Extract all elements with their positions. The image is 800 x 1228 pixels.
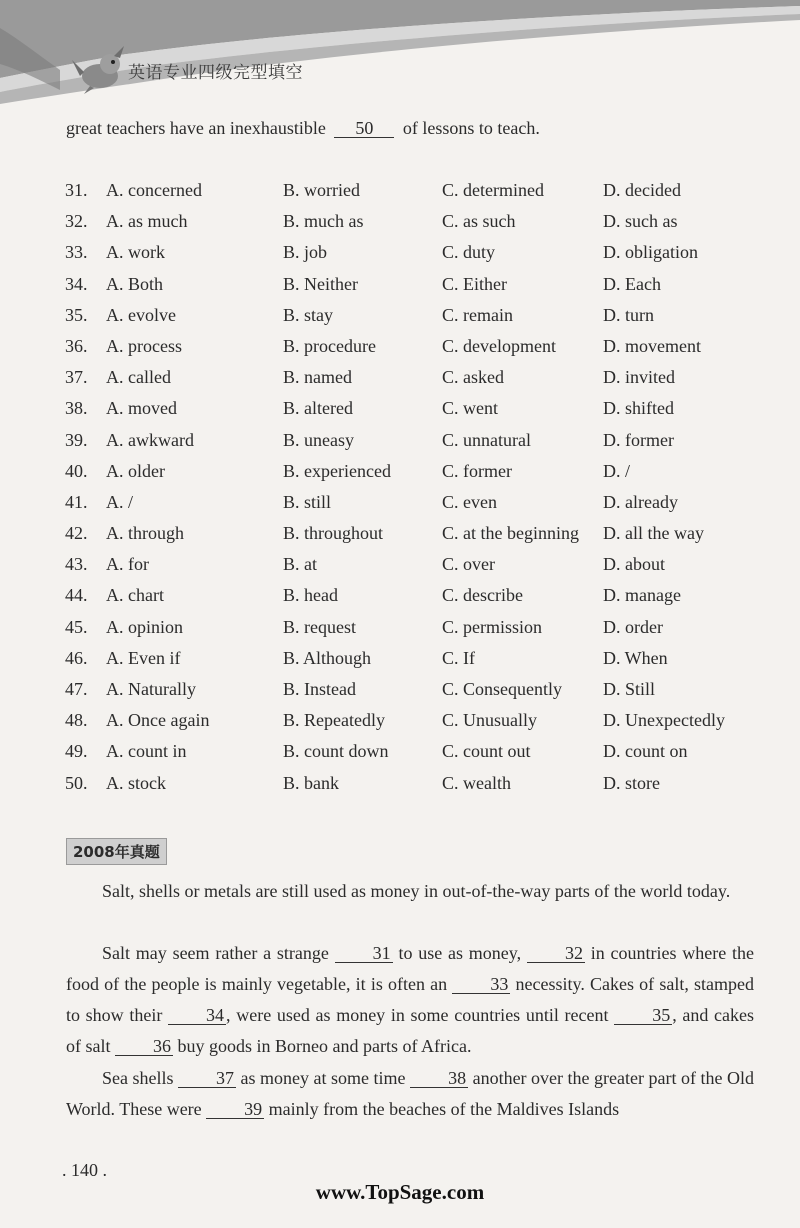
option-b: B. procedure [283,335,376,356]
blank-36: 36 [115,1037,173,1056]
option-a: A. as much [106,211,188,232]
question-number: 48. [65,710,88,731]
option-b: B. stay [283,304,334,325]
option-d: D. about [603,554,665,575]
question-number: 43. [65,554,88,575]
passage-paragraph-2 [66,938,754,1062]
question-number: 44. [65,585,88,606]
question-number: 42. [65,523,88,544]
option-row-40 [65,457,785,488]
blank-35: 35 [614,1006,672,1025]
option-b: B. count down [283,741,389,762]
option-row-37 [65,363,785,394]
option-b: B. worried [283,180,360,200]
option-d: D. decided [603,180,681,200]
option-d: D. invited [603,367,675,388]
option-d: D. shifted [603,398,674,419]
blank-50: 50 [334,119,394,138]
option-b: B. at [283,554,317,575]
option-c: C. development [442,335,556,356]
option-d: D. such as [603,211,678,232]
question-number: 41. [65,491,88,512]
option-c: C. former [442,460,512,481]
passage-text: in countries where the food of the people is mainly vegetable, it is often an [66,943,755,994]
option-b: B. much as [283,211,364,232]
page-header [0,0,800,110]
option-row-39 [65,426,785,457]
question-number: 45. [65,616,88,637]
passage-text: mainly from the beaches of the Maldives Islands [268,1099,620,1119]
question-number: 34. [65,273,88,294]
blank-34: 34 [168,1006,226,1025]
option-b: B. job [283,242,328,263]
option-b: B. experienced [283,460,391,481]
option-d: D. / [603,460,630,481]
option-c: C. went [442,398,498,419]
question-number: 35. [65,304,88,325]
option-row-34 [65,270,785,301]
passage-text: another over the greater part of the Old World. These were [66,1068,755,1119]
option-a: A. Even if [106,647,181,668]
option-c: C. duty [442,242,496,263]
option-a: A. stock [106,772,166,793]
option-d: D. Each [603,273,661,294]
option-d: D. Unexpectedly [603,710,725,731]
option-d: D. store [603,772,660,793]
passage-paragraph-3 [66,1063,754,1125]
option-c: C. describe [442,585,523,606]
option-row-48 [65,706,785,737]
option-b: B. Neither [283,273,358,294]
option-b: B. request [283,616,356,637]
option-a: A. process [106,335,182,356]
option-b: B. Although [283,647,372,668]
option-c: C. permission [442,616,543,637]
section-label: 2008年真题 [66,838,167,865]
option-d: D. count on [603,741,688,762]
option-a: A. / [106,491,133,512]
option-row-42 [65,519,785,550]
continuation-line [66,118,540,139]
option-a: A. Both [106,273,164,294]
question-number: 32. [65,211,88,232]
passage-text: buy goods in Borneo and parts of Africa. [177,1036,472,1056]
blank-33: 33 [452,975,510,994]
option-a: A. Naturally [106,679,196,699]
option-d: D. obligation [603,242,698,263]
passage-text: to use as money, [398,943,522,963]
option-c: C. even [442,491,497,512]
option-d: D. turn [603,304,654,325]
blank-39: 39 [206,1100,264,1119]
blank-31: 31 [335,944,393,963]
option-a: A. evolve [106,304,176,325]
option-c: C. unnatural [442,429,531,450]
option-d: D. When [603,647,668,668]
option-c: C. count out [442,741,531,762]
question-number: 39. [65,429,88,450]
blank-32: 32 [527,944,585,963]
header-title: 英语专业四级完型填空 [128,63,303,83]
continuation-text-before: great teachers have an inexhaustible [66,118,326,138]
option-a: A. through [106,523,184,544]
blank-38: 38 [410,1069,468,1088]
question-number: 36. [65,335,88,356]
question-number: 47. [65,679,88,699]
passage-text: as money at some time [240,1068,406,1088]
option-a: A. count in [106,741,187,762]
option-a: A. moved [106,398,177,419]
option-b: B. altered [283,398,353,419]
option-b: B. throughout [283,523,384,544]
option-d: D. former [603,429,674,450]
option-a: A. called [106,367,171,388]
passage-text: , and cakes of salt [66,1005,754,1056]
option-a: A. awkward [106,429,194,450]
option-a: A. opinion [106,616,184,637]
option-d: D. all the way [603,523,704,544]
question-number: 31. [65,180,88,200]
question-number: 49. [65,741,88,762]
option-d: D. already [603,491,678,512]
option-c: C. wealth [442,772,511,793]
option-c: C. as such [442,211,516,232]
option-row-35 [65,301,785,332]
option-row-32 [65,207,785,238]
option-row-38 [65,394,785,425]
option-b: B. uneasy [283,429,354,450]
option-a: A. for [106,554,149,575]
passage-text: Sea shells [102,1068,174,1088]
option-a: A. chart [106,585,164,606]
footer-url: www.TopSage.com [315,1180,485,1204]
question-number: 40. [65,460,88,481]
option-c: C. determined [442,180,544,200]
passage-text: Salt may seem rather a strange [102,943,329,963]
option-c: C. over [442,554,495,575]
option-c: C. Unusually [442,710,538,731]
option-b: B. head [283,585,338,606]
option-row-49 [65,737,785,768]
option-b: B. still [283,491,332,512]
option-row-31 [65,176,785,207]
option-c: C. Consequently [442,679,562,699]
option-row-41 [65,488,785,519]
option-c: C. at the beginning [442,523,579,544]
option-b: B. Instead [283,679,356,699]
question-number: 46. [65,647,88,668]
answer-options-list [65,176,785,800]
option-b: B. Repeatedly [283,710,385,731]
blank-37: 37 [178,1069,236,1088]
option-c: C. Either [442,273,507,294]
option-row-47 [65,675,785,706]
continuation-text-after: of lessons to teach. [402,118,540,138]
option-row-44 [65,581,785,612]
option-d: D. order [603,616,663,637]
option-a: A. Once again [106,710,210,731]
option-c: C. If [442,647,475,668]
question-number: 33. [65,242,88,263]
option-d: D. Still [603,679,656,699]
option-d: D. movement [603,335,701,356]
question-number: 37. [65,367,88,388]
option-row-45 [65,613,785,644]
option-row-36 [65,332,785,363]
option-a: A. work [106,242,165,263]
option-d: D. manage [603,585,681,606]
option-a: A. concerned [106,180,202,200]
question-number: 38. [65,398,88,419]
option-row-50 [65,769,785,800]
option-b: B. named [283,367,352,388]
option-row-43 [65,550,785,581]
option-row-46 [65,644,785,675]
option-b: B. bank [283,772,339,793]
option-a: A. older [106,460,165,481]
question-number: 50. [65,772,88,793]
passage-text: , were used as money in some countries until recent [226,1005,609,1025]
dragon-mascot-icon [70,42,130,94]
option-c: C. remain [442,304,513,325]
passage-text: necessity. Cakes of salt, stamped to show their [66,974,755,1025]
page-number: . 140 . [62,1160,107,1180]
option-row-33 [65,238,785,269]
passage-paragraph-1: Salt, shells or metals are still used as money in out-of-the-way parts of the world today. [102,881,731,901]
option-c: C. asked [442,367,504,388]
